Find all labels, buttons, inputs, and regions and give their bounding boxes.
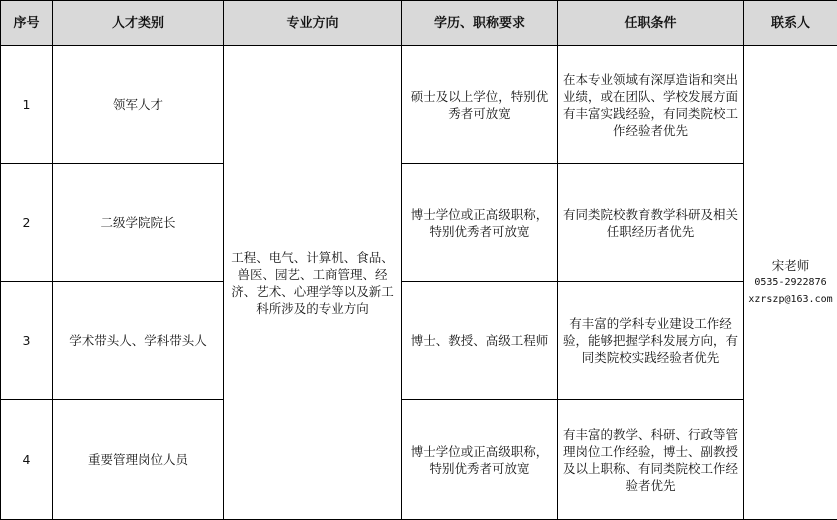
row-number: 1 <box>1 46 53 164</box>
education-requirement: 博士学位或正高级职称，特别优秀者可放宽 <box>402 400 558 520</box>
row-number: 3 <box>1 282 53 400</box>
contact-cell <box>744 46 837 520</box>
contact-email: xzrszp@163.com <box>747 291 834 308</box>
education-requirement: 博士、教授、高级工程师 <box>402 282 558 400</box>
job-conditions: 有丰富的学科专业建设工作经验，能够把握学科发展方向，有同类院校实践经验者优先 <box>558 282 744 400</box>
talent-category: 领军人才 <box>53 46 224 164</box>
header-row <box>1 1 837 46</box>
major-direction: 工程、电气、计算机、食品、兽医、园艺、工商管理、经济、艺术、心理学等以及新工科所涉及的专业方向 <box>224 46 402 520</box>
header-contact: 联系人 <box>744 1 837 46</box>
header-no: 序号 <box>1 1 53 46</box>
table-row <box>1 46 837 164</box>
education-requirement: 博士学位或正高级职称，特别优秀者可放宽 <box>402 164 558 282</box>
contact-phone: 0535-2922876 <box>747 274 834 291</box>
header-education: 学历、职称要求 <box>402 1 558 46</box>
job-conditions: 有同类院校教育教学科研及相关任职经历者优先 <box>558 164 744 282</box>
row-number: 2 <box>1 164 53 282</box>
header-conditions: 任职条件 <box>558 1 744 46</box>
job-conditions: 有丰富的教学、科研、行政等管理岗位工作经验，博士、副教授及以上职称、有同类院校工作经验者优先 <box>558 400 744 520</box>
row-number: 4 <box>1 400 53 520</box>
table-row <box>1 164 837 282</box>
talent-category: 二级学院院长 <box>53 164 224 282</box>
table-row <box>1 400 837 520</box>
header-major: 专业方向 <box>224 1 402 46</box>
talent-category: 学术带头人、学科带头人 <box>53 282 224 400</box>
job-conditions: 在本专业领域有深厚造诣和突出业绩，或在团队、学校发展方面有丰富实践经验，有同类院校工作经验者优先 <box>558 46 744 164</box>
contact-name: 宋老师 <box>747 257 834 274</box>
header-category: 人才类别 <box>53 1 224 46</box>
education-requirement: 硕士及以上学位，特别优秀者可放宽 <box>402 46 558 164</box>
talent-category: 重要管理岗位人员 <box>53 400 224 520</box>
table-row <box>1 282 837 400</box>
